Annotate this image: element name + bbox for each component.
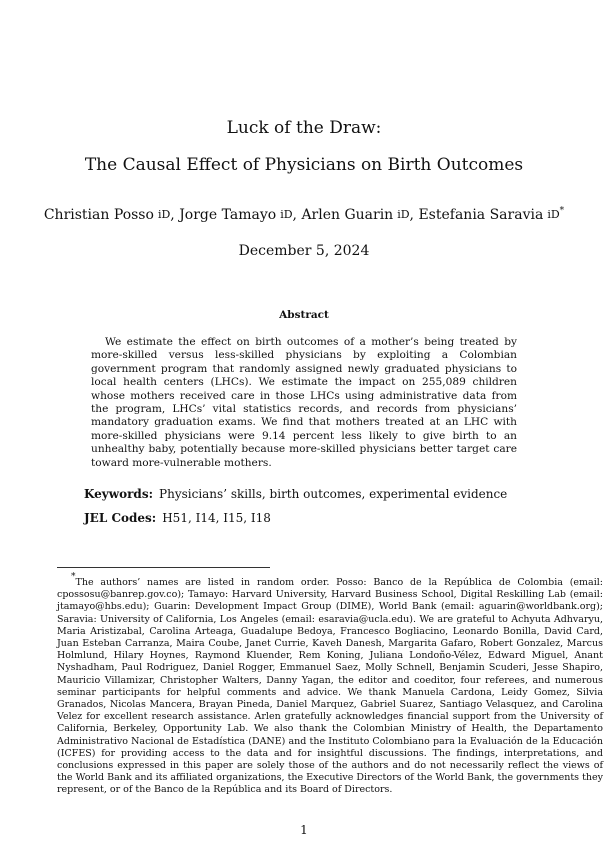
keywords-value: Physicians’ skills, birth outcomes, experimental evidence <box>159 487 508 501</box>
jel-codes-value: H51, I14, I15, I18 <box>162 511 271 525</box>
author-name: Jorge Tamayo <box>179 207 277 223</box>
jel-codes-label: JEL Codes: <box>84 511 157 525</box>
footnote <box>57 571 603 797</box>
orcid-icon[interactable]: iD <box>157 208 171 221</box>
author-list: Christian Posso iD, Jorge Tamayo iD, Arlen Guarin iD, Estefania Saravia iD* <box>43 206 565 223</box>
orcid-icon[interactable]: iD <box>397 208 410 221</box>
orcid-icon[interactable]: iD <box>280 208 293 221</box>
jel-codes-line <box>84 511 271 525</box>
abstract-text: We estimate the effect on birth outcomes of a mother’s being treated by more-skilled versus less-skilled physicians by exploiting a Colombian government program that randomly assigned newly graduated physicians to local health centers (LHCs). We estimate the impact on 255,089 children whose mothers received care in those LHCs using administrative data from the program, LHCs’ vital statistics records, and records from physicians’ mandatory graduation exams. We find that mothers treated at an LHC with more-skilled physicians were 9.14 percent less likely to give birth to an unhealthy baby, potentially because more-skilled physicians better target care toward more-vulnerable mothers. <box>91 336 517 469</box>
footnote-mark[interactable]: * <box>559 206 565 216</box>
author-name: Estefania Saravia <box>418 207 544 223</box>
footnote-divider <box>57 567 270 568</box>
page-number: 1 <box>300 823 308 837</box>
abstract-heading: Abstract <box>279 309 329 321</box>
keywords-label: Keywords: <box>84 487 154 501</box>
author-name: Arlen Guarin <box>301 207 394 223</box>
orcid-icon[interactable]: iD <box>547 208 560 221</box>
footnote-mark: * <box>71 572 76 582</box>
keywords-line <box>84 487 507 501</box>
author-name: Christian Posso <box>43 207 154 223</box>
publication-date: December 5, 2024 <box>238 243 370 259</box>
footnote-text: The authors’ names are listed in random order. Posso: Banco de la República de Colombia (email: cpossosu@banrep.gov.co); Tamayo: Harvard University, Harvard Business School, Digital Reskilling Lab (email: jtamayo@hbs.edu); Guarin: Development Impact Group (DIME), World Bank (email: aguarin@worldbank.org); Saravia: University of California, Los Angeles (email: esaravia@ucla.edu). We are grateful to Achyuta Adhvaryu, Maria Aristizabal, Carolina Arteaga, Guadalupe Bedoya, Francesco Bogliacino, Leonardo Bonilla, David Card, Juan Esteban Carranza, Maira Coube, Janet Currie, Kaveh Danesh, Margarita Gafaro, Robert Gonzalez, Marcus Holmlund, Hilary Hoynes, Raymond Kluender, Rem Koning, Juliana Londoño-Vélez, Edward Miguel, Anant Nyshadham, Paul Rodriguez, Daniel Rogger, Emmanuel Saez, Molly Schnell, Benjamin Scuderi, Jesse Shapiro, Mauricio Villamizar, Christopher Walters, Danny Yagan, the editor and coeditor, four referees, and numerous seminar participants for helpful comments and advice. We thank Manuela Cardona, Leidy Gomez, Silvia Granados, Nicolas Mancera, Brayan Pineda, Daniel Marquez, Gabriel Suarez, Santiago Velasquez, and Carolina Velez for excellent research assistance. Arlen gratefully acknowledges financial support from the University of California, Berkeley, Opportunity Lab. We also thank the Colombian Ministry of Health, the Departamento Administrativo Nacional de Estadística (DANE) and the Instituto Colombiano para la Evaluación de la Educación (ICFES) for providing access to the data and for insightful discussions. The findings, interpretations, and conclusions expressed in this paper are solely those of the authors and do not necessarily reflect the views of the World Bank and its affiliated organizations, the Executive Directors of the World Bank, the governments they represent, or of the Banco de la República and its Board of Directors. <box>57 577 603 796</box>
title-line-2: The Causal Effect of Physicians on Birth Outcomes <box>84 155 524 175</box>
title-line-1: Luck of the Draw: <box>226 118 382 138</box>
